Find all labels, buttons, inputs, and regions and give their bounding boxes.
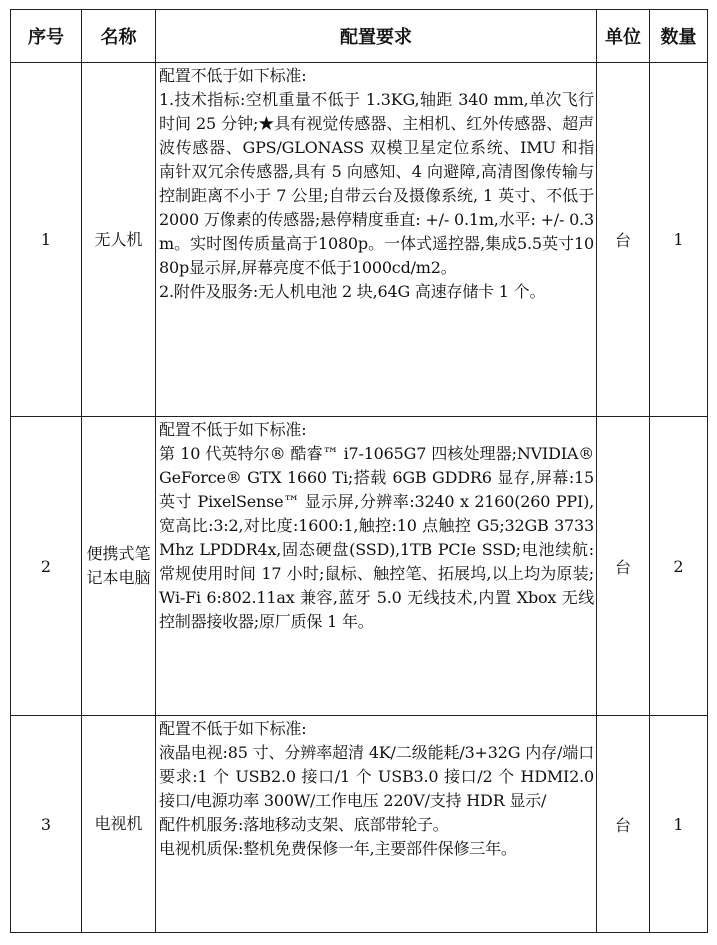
spec-line: 2.附件及服务:无人机电池 2 块,64G 高速存储卡 1 个。 [159, 282, 546, 301]
spec-line: 1.技术指标:空机重量不低于 1.3KG,轴距 340 mm,单次飞行时间 25 分钟;★具有视觉传感器、主相机、红外传感器、超声波传感器、GPS/GLONASS 双模卫星定位系统、IMU 和指南针双冗余传感器,具有 5 向感知、4 向避障,高清图像传输与控制距离不小于 7 公里;自带云台及摄像系统, 1 英寸、不低于 2000 万像素的传感器;悬停精度垂直: +/- 0.1m,水平: +/- 0.3m。实时图传质量高于1080p。一体式遥控器,集成5.5英寸1080p显示屏,屏幕亮度不低于1000cd/m2。 [159, 90, 594, 277]
table-row [11, 63, 708, 417]
row-name: 电视机 [82, 716, 156, 933]
row-index: 1 [11, 63, 82, 417]
header-unit: 单位 [597, 10, 650, 63]
row-name: 便携式笔记本电脑 [82, 417, 156, 716]
row-qty: 2 [650, 417, 708, 716]
row-index: 2 [11, 417, 82, 716]
header-qty: 数量 [650, 10, 708, 63]
spec-line: 配件机服务:落地移动支架、底部带轮子。 [159, 815, 449, 834]
row-index: 3 [11, 716, 82, 933]
row-qty: 1 [650, 63, 708, 417]
row-name: 无人机 [82, 63, 156, 417]
header-spec: 配置要求 [156, 10, 597, 63]
header-index: 序号 [11, 10, 82, 63]
procurement-table [10, 9, 708, 933]
header-name: 名称 [82, 10, 156, 63]
spec-line: 配置不低于如下标准: [159, 66, 307, 85]
header-row [11, 10, 708, 63]
table-row [11, 716, 708, 933]
spec-line: 配置不低于如下标准: [159, 719, 307, 738]
spec-line: 电视机质保:整机免费保修一年,主要部件保修三年。 [159, 839, 517, 858]
row-qty: 1 [650, 716, 708, 933]
spec-line: 第 10 代英特尔® 酷睿™ i7-1065G7 四核处理器;NVIDIA® GeForce® GTX 1660 Ti;搭载 6GB GDDR6 显存,屏幕:15 英寸 PixelSense™ 显示屏,分辨率:3240 x 2160(260 PPI),宽高比:3:2,对比度:1600:1,触控:10 点触控 G5;32GB 3733Mhz LPDDR4x,固态硬盘(SSD),1TB PCIe SSD;电池续航:常规使用时间 17 小时;鼠标、触控笔、拓展坞,以上均为原装;Wi-Fi 6:802.11ax 兼容,蓝牙 5.0 无线技术,内置 Xbox 无线控制器接收器;原厂质保 1 年。 [159, 444, 594, 631]
row-spec [156, 417, 597, 716]
spec-line: 配置不低于如下标准: [159, 420, 307, 439]
table-row [11, 417, 708, 716]
row-unit: 台 [597, 63, 650, 417]
row-unit: 台 [597, 417, 650, 716]
row-spec [156, 63, 597, 417]
row-spec [156, 716, 597, 933]
spec-line: 液晶电视:85 寸、分辨率超清 4K/二级能耗/3+32G 内存/端口要求:1 个 USB2.0 接口/1 个 USB3.0 接口/2 个 HDMI2.0 接口/电源功率 300W/工作电压 220V/支持 HDR 显示/ [159, 743, 594, 810]
row-unit: 台 [597, 716, 650, 933]
